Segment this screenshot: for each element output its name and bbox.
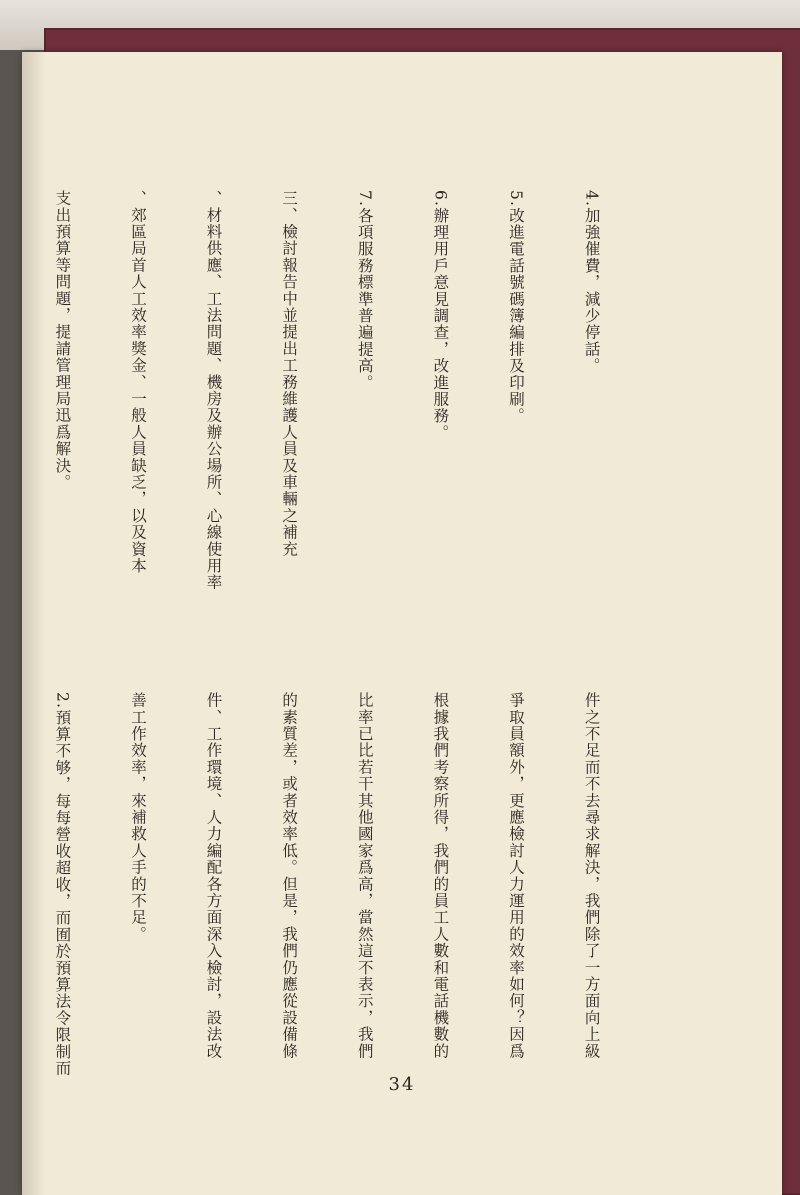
text-column-bottom	[0, 692, 654, 1189]
text-line: 4.加強催費，減少停話。	[582, 190, 601, 375]
text-line: 2.預算不够，每每營收超收，而囿於預算法令限制而	[53, 692, 72, 1077]
text-line: 爭取員額外，更應檢討人力運用的效率如何？因爲	[506, 692, 525, 1060]
text-line: 的素質差，或者效率低。但是，我們仍應從設備條	[280, 692, 299, 1060]
text-line: 根據我們考察所得，我們的員工人數和電話機數的	[431, 692, 450, 1060]
text-line: 件之不足而不去尋求解決，我們除了一方面向上級	[582, 692, 601, 1060]
text-line: 三、檢討報告中並提出工務維護人員及車輛之補充	[280, 190, 299, 558]
page-number: 34	[388, 1074, 416, 1095]
text-line: 、郊區局首人工效率獎金、一般人員缺乏，以及資本	[128, 190, 147, 575]
text-line: 件、工作環境、人力編配各方面深入檢討，設法改	[204, 692, 223, 1060]
text-line: 、材料供應、工法問題、機房及辦公場所、心線使用率	[204, 190, 223, 591]
text-line: 6.辦理用戶意見調查，改進服務。	[431, 190, 450, 441]
text-line: 比率已比若干其他國家爲高，當然這不表示，我們	[355, 692, 374, 1060]
book-page	[22, 52, 782, 1195]
text-line: 5.改進電話號碼簿編排及印刷。	[506, 190, 525, 425]
text-column-top	[0, 190, 654, 647]
text-line: 善工作效率，來補救人手的不足。	[128, 692, 147, 943]
text-line: 支出預算等問題，提請管理局迅爲解決。	[53, 190, 72, 491]
text-line: 7.各項服務標準普遍提高。	[355, 190, 374, 391]
